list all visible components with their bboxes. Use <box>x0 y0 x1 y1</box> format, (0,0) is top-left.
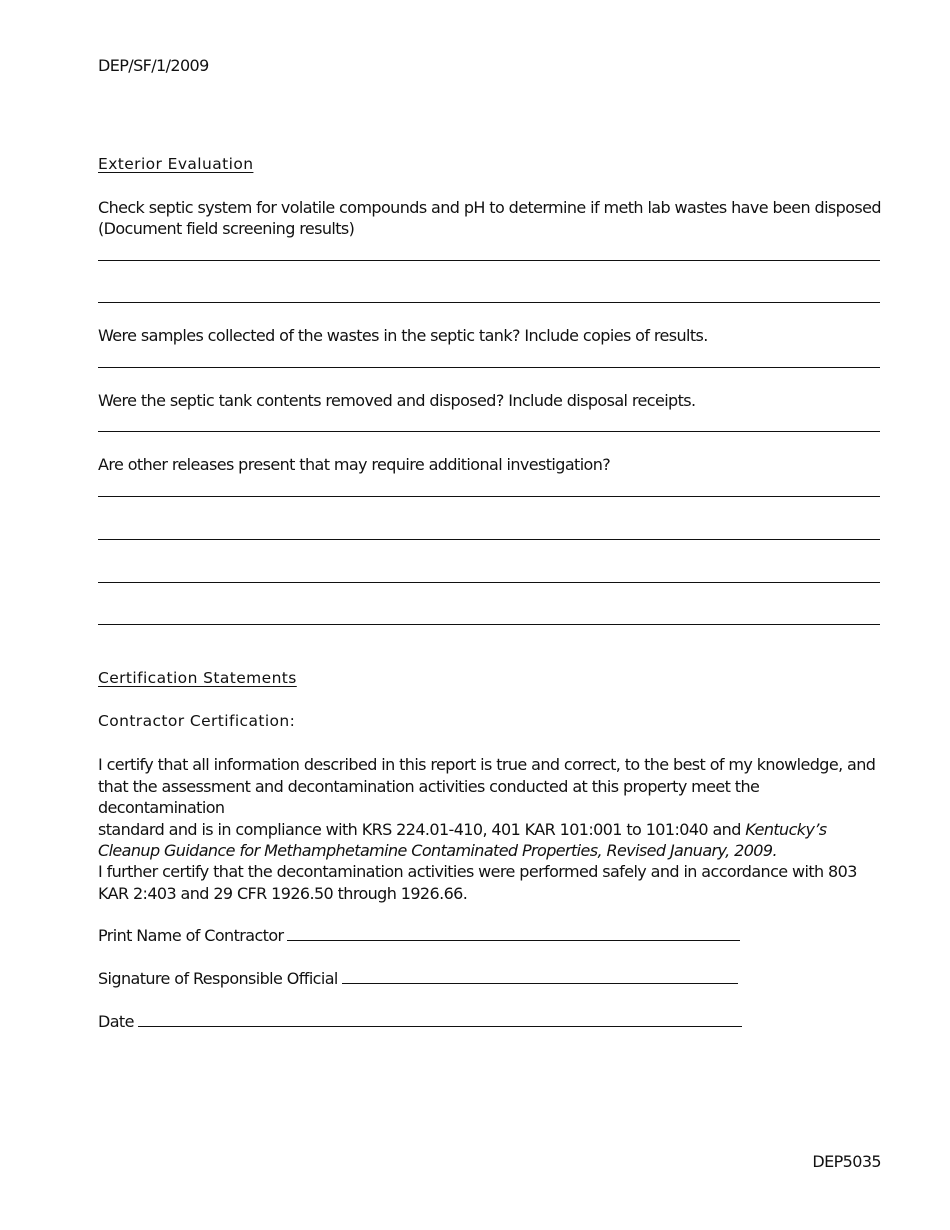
answer-line[interactable] <box>98 431 880 432</box>
question-other-releases: Are other releases present that may require additional investigation? <box>98 455 611 474</box>
answer-line[interactable] <box>98 260 880 261</box>
guidance-title-start: Kentucky’s <box>745 819 827 839</box>
date-label: Date <box>98 1012 134 1031</box>
date-input-line[interactable] <box>138 1026 742 1027</box>
question-samples-collected: Were samples collected of the wastes in the septic tank? Include copies of results. <box>98 326 708 345</box>
guidance-title: Cleanup Guidance for Methamphetamine Contaminated Properties, Revised January, 2009. <box>98 841 777 860</box>
print-name-input-line[interactable] <box>287 940 740 941</box>
paragraph-line: KAR 2:403 and 29 CFR 1926.50 through 1926.66. <box>98 883 468 903</box>
print-name-label: Print Name of Contractor <box>98 926 284 945</box>
answer-line[interactable] <box>98 302 880 303</box>
safety-certification-paragraph <box>98 861 888 904</box>
print-name-field <box>98 926 740 945</box>
document-id: DEP5035 <box>812 1152 881 1171</box>
paragraph-line: I certify that all information described in this report is true and correct, to the best of my knowledge, and <box>98 755 876 774</box>
form-code: DEP/SF/1/2009 <box>98 56 209 75</box>
certification-heading: Certification Statements <box>98 669 297 687</box>
signature-input-line[interactable] <box>342 983 738 984</box>
question-septic-check: Check septic system for volatile compounds and pH to determine if meth lab wastes have been disposed <box>98 198 881 217</box>
date-field <box>98 1012 742 1031</box>
paragraph-line: that the assessment and decontamination activities conducted at this property meet the decontamination <box>98 776 760 817</box>
signature-label: Signature of Responsible Official <box>98 969 338 988</box>
answer-line[interactable] <box>98 496 880 497</box>
question-septic-check-note: (Document field screening results) <box>98 219 355 238</box>
answer-line[interactable] <box>98 624 880 625</box>
certification-paragraph <box>98 754 888 862</box>
answer-line[interactable] <box>98 539 880 540</box>
paragraph-line: I further certify that the decontamination activities were performed safely and in accordance with 803 <box>98 862 857 881</box>
exterior-evaluation-heading: Exterior Evaluation <box>98 155 254 173</box>
signature-field <box>98 969 738 988</box>
answer-line[interactable] <box>98 582 880 583</box>
compliance-text: standard and is in compliance with KRS 224.01-410, 401 KAR 101:001 to 101:040 and <box>98 819 746 839</box>
paragraph-line <box>98 819 888 841</box>
question-tank-contents: Were the septic tank contents removed and disposed? Include disposal receipts. <box>98 391 696 410</box>
contractor-certification-subheading: Contractor Certification: <box>98 712 296 730</box>
answer-line[interactable] <box>98 367 880 368</box>
